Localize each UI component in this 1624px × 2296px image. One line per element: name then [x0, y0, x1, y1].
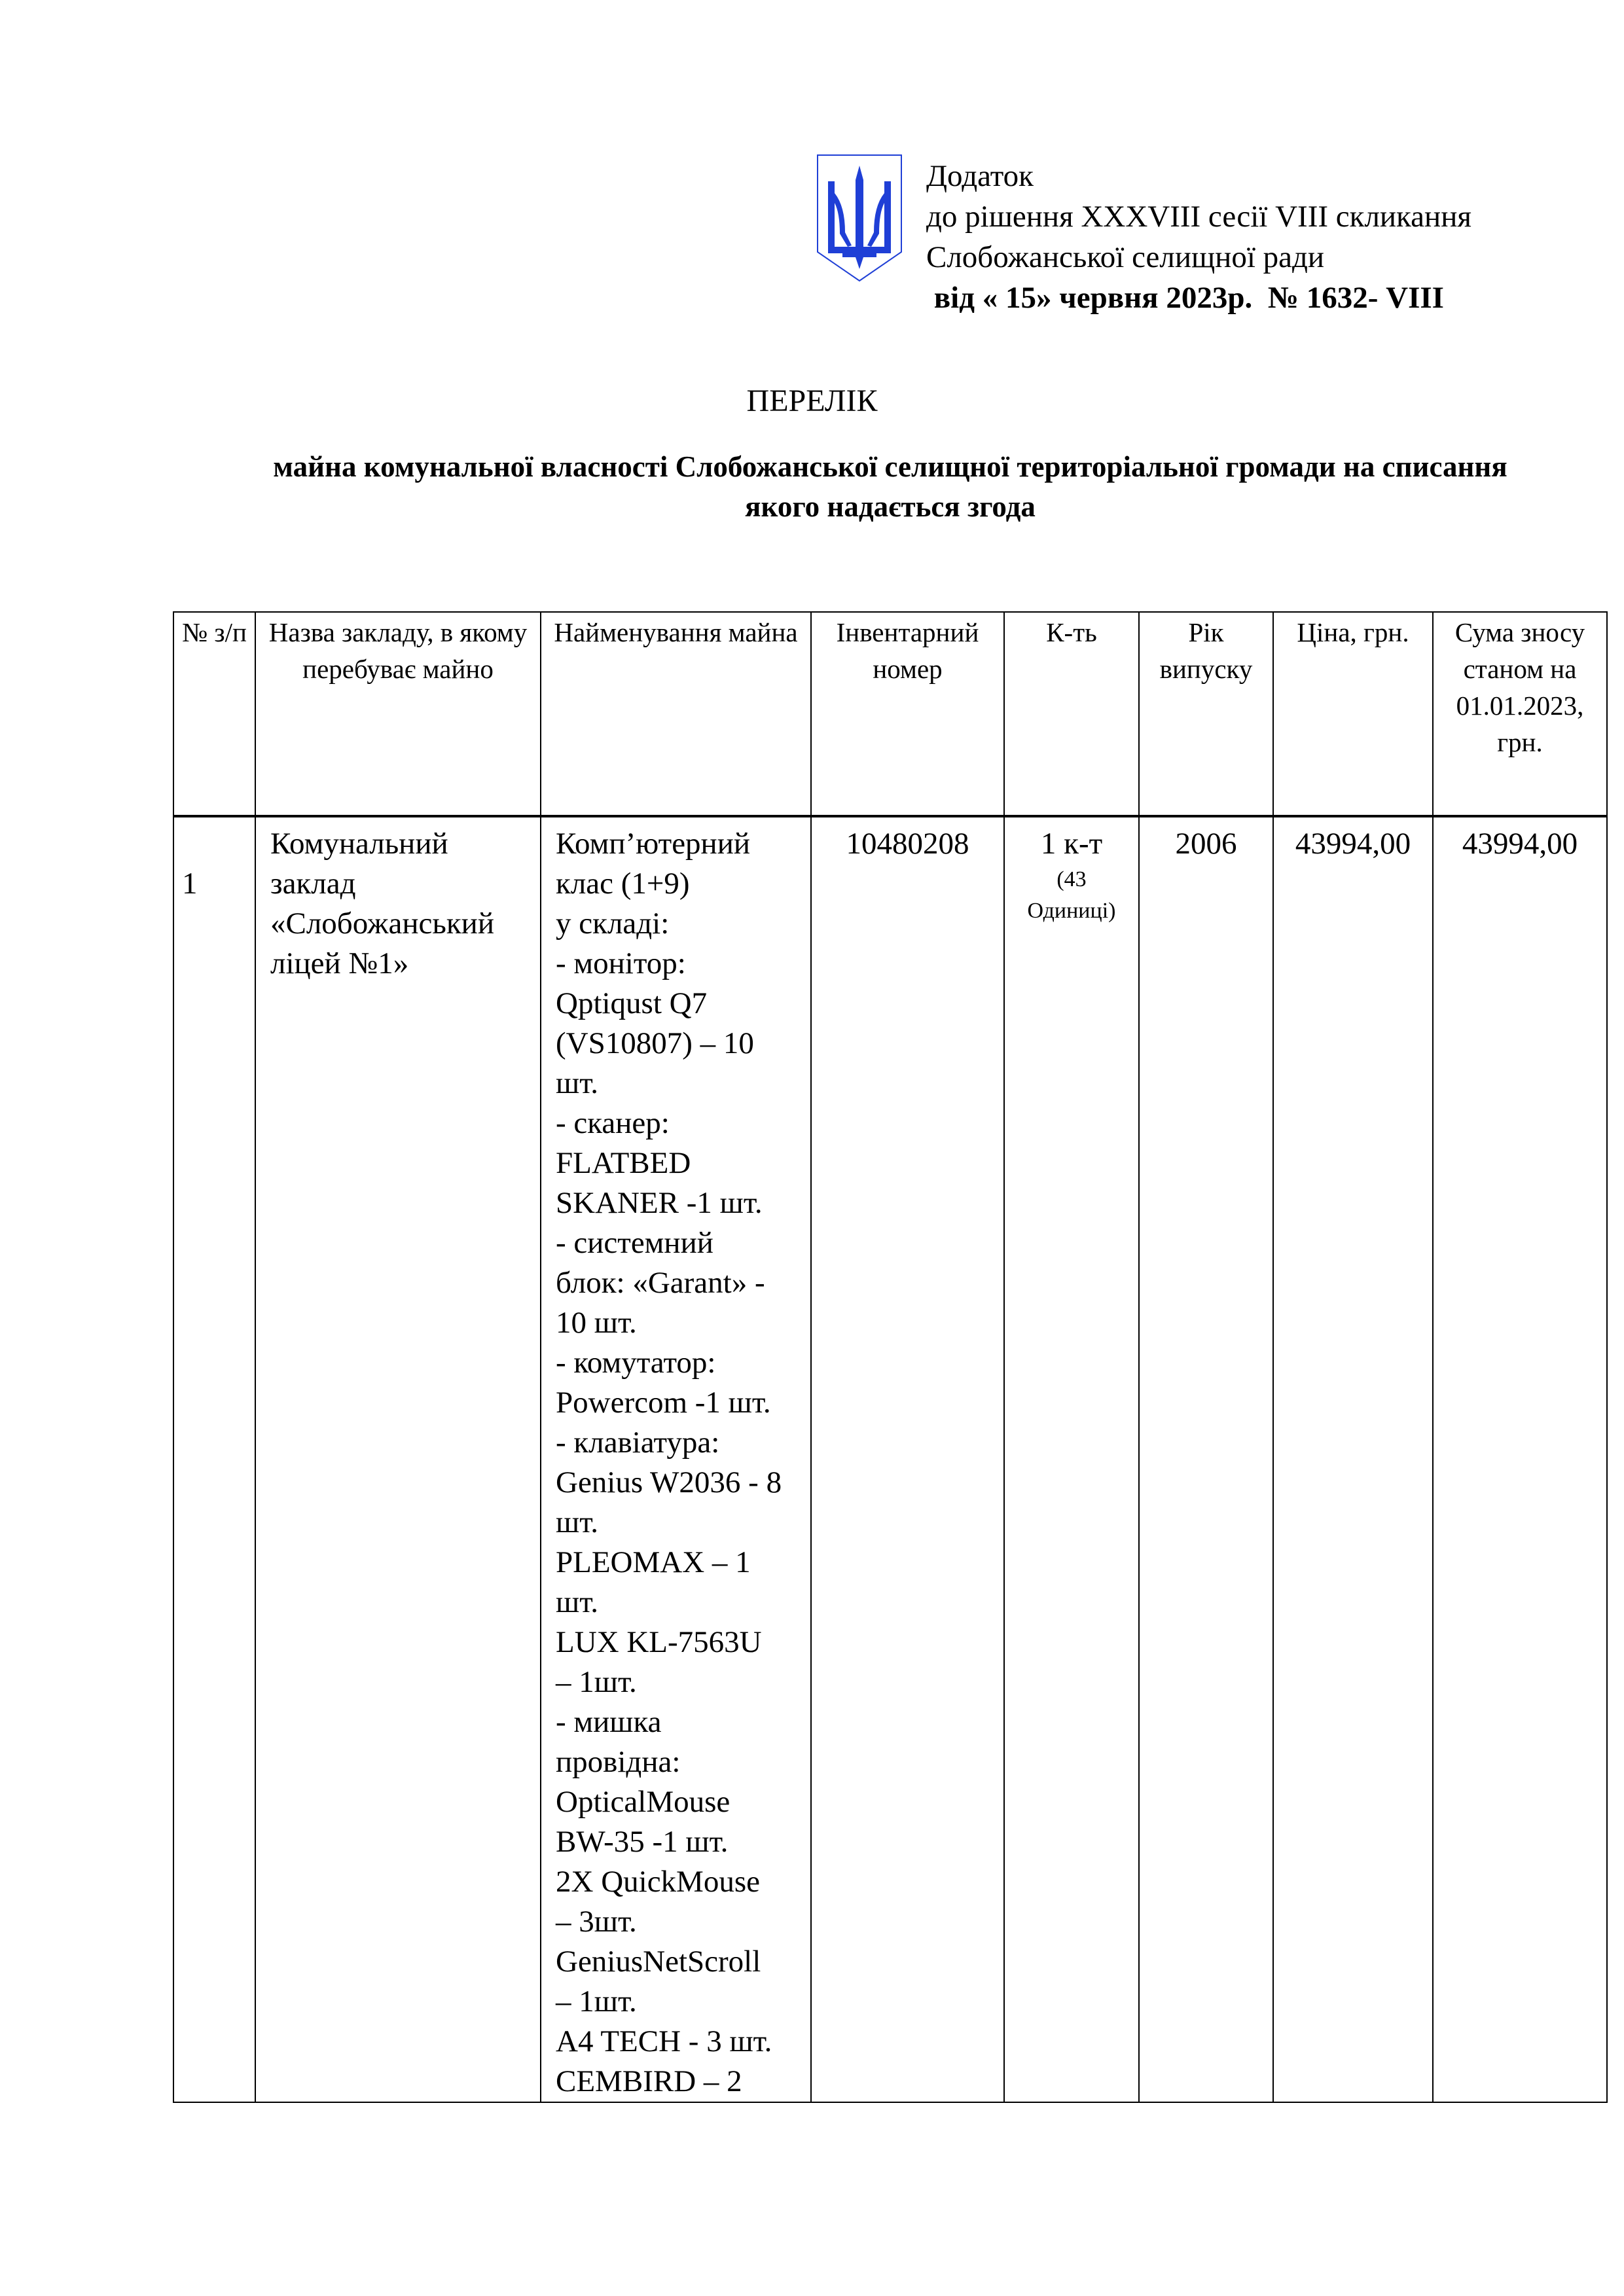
item-line: провідна: — [556, 1745, 681, 1779]
item-line: Qptiqust Q7 — [556, 986, 708, 1020]
col-header-depreciation: Сума зносу станом на 01.01.2023, грн. — [1433, 612, 1607, 816]
item-line: – 1шт. — [556, 1984, 637, 2018]
cell-institution — [255, 816, 541, 2102]
header-line: Додаток — [926, 159, 1034, 193]
subtitle-line: якого надається згода — [745, 490, 1036, 523]
item-line: Комп’ютерний — [556, 827, 751, 861]
subtitle-line: майна комунальної власності Слобожанської селищної територіальної громади на списання — [273, 450, 1507, 483]
item-line: - системний — [556, 1226, 713, 1260]
item-line: шт. — [556, 1585, 598, 1619]
row-number: 1 — [182, 867, 198, 901]
item-line: блок: «Garant» - — [556, 1266, 765, 1300]
item-line: - сканер: — [556, 1106, 670, 1140]
quantity-note: Одиниці) — [1027, 899, 1116, 923]
item-line: LUX KL-7563U — [556, 1625, 762, 1659]
quantity-note: (43 — [1056, 867, 1087, 891]
item-line: – 3шт. — [556, 1905, 637, 1939]
header-line: до рішення XXXVIII сесії VIII скликання — [926, 200, 1471, 234]
table-header-row — [173, 612, 1607, 816]
item-line: OpticalMouse — [556, 1785, 731, 1819]
item-line: GeniusNetScroll — [556, 1945, 761, 1979]
cell-depreciation: 43994,00 — [1433, 816, 1607, 2102]
col-header-number: № з/п — [173, 612, 255, 816]
table-row — [173, 816, 1607, 2102]
quantity-value: 1 к-т — [1040, 827, 1103, 861]
item-line: - комутатор: — [556, 1346, 716, 1380]
item-line: PLEOMAX – 1 — [556, 1545, 751, 1579]
item-line: BW-35 -1 шт. — [556, 1825, 729, 1859]
col-header-price: Ціна, грн. — [1273, 612, 1433, 816]
institution-line: «Слобожанський — [270, 906, 494, 941]
document-title: ПЕРЕЛІК — [746, 384, 878, 418]
cell-inventory-number: 10480208 — [811, 816, 1004, 2102]
item-line: клас (1+9) — [556, 867, 690, 901]
item-line: 10 шт. — [556, 1306, 637, 1340]
col-header-institution: Назва закладу, в якому перебуває майно — [255, 612, 541, 816]
item-line: - клавіатура: — [556, 1426, 720, 1460]
item-line: - мишка — [556, 1705, 662, 1739]
item-line: шт. — [556, 1505, 598, 1539]
cell-quantity — [1004, 816, 1139, 2102]
header-line: від « 15» червня 2023р. № 1632- VIII — [926, 281, 1444, 315]
item-line: CEMBIRD – 2 — [556, 2064, 742, 2098]
item-line: (VS10807) – 10 — [556, 1026, 754, 1060]
col-header-quantity: К-ть — [1004, 612, 1139, 816]
header-line: Слобожанської селищної ради — [926, 240, 1325, 274]
coat-of-arms-emblem — [816, 154, 903, 282]
item-line: FLATBED — [556, 1146, 691, 1180]
item-line: SKANER -1 шт. — [556, 1186, 763, 1220]
institution-line: Комунальний — [270, 827, 448, 861]
item-line: – 1шт. — [556, 1665, 637, 1699]
item-line: 2X QuickMouse — [556, 1865, 760, 1899]
cell-item-name — [541, 816, 811, 2102]
cell-year: 2006 — [1139, 816, 1273, 2102]
item-line: шт. — [556, 1066, 598, 1100]
item-line: - монітор: — [556, 946, 686, 980]
cell-number — [173, 816, 255, 2102]
col-header-inventory-number: Інвентарний номер — [811, 612, 1004, 816]
appendix-header — [926, 156, 1471, 318]
document-subtitle — [196, 447, 1584, 527]
item-line: Powercom -1 шт. — [556, 1386, 771, 1420]
property-table — [173, 611, 1608, 2103]
cell-price: 43994,00 — [1273, 816, 1433, 2102]
col-header-item-name: Найменування майна — [541, 612, 811, 816]
institution-line: ліцей №1» — [270, 946, 409, 980]
col-header-year: Рік випуску — [1139, 612, 1273, 816]
item-line: Genius W2036 - 8 — [556, 1465, 782, 1499]
item-line: у складі: — [556, 906, 670, 941]
item-line: A4 TECH - 3 шт. — [556, 2024, 772, 2058]
institution-line: заклад — [270, 867, 356, 901]
